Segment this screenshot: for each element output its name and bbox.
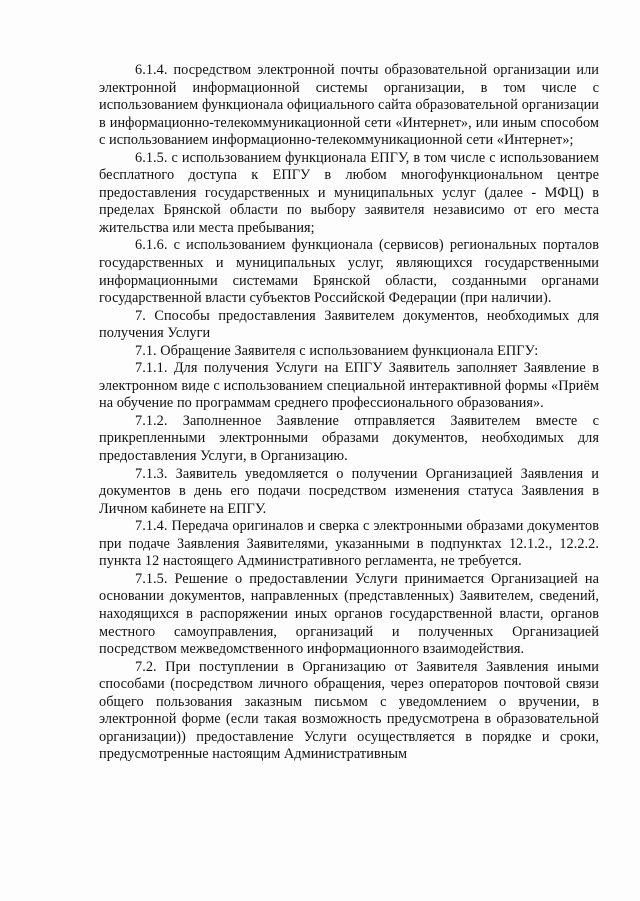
paragraph-6-1-4: 6.1.4. посредством электронной почты образовательной организации или электронной информационной системы организации, в том числе с использованием функционала официального сайта образовательной организации в информационно-телекоммуникационной сети «Интернет», или иным способом с использованием информационно-телекоммуникационной сети «Интернет»; xyxy=(99,62,599,149)
paragraph-7-1-5: 7.1.5. Решение о предоставлении Услуги принимается Организацией на основании документов, направленных (представленных) Заявителем, сведений, находящихся в распоряжении иных органов государственной власти, органов местного самоуправления, организаций и полученных Организацией посредством межведомственного информационного взаимодействия. xyxy=(99,570,599,658)
section-7-heading: 7. Способы предоставления Заявителем документов, необходимых для получения Услуги xyxy=(99,307,599,342)
paragraph-6-1-5: 6.1.5. с использованием функционала ЕПГУ, в том числе с использованием бесплатного доступа к ЕПГУ в любом многофункциональном центре предоставления государственных и муниципальных услуг (далее - МФЦ) в пределах Брянской области по выбору заявителя независимо от его места жительства или места пребывания; xyxy=(99,149,599,236)
paragraph-7-2: 7.2. При поступлении в Организацию от Заявителя Заявления иными способами (посредством личного обращения, через операторов почтовой связи общего пользования заказным письмом с уведомлением о вручении, в электронной форме (если такая возможность предусмотрена в образовательной организации)) предоставление Услуги осуществляется в порядке и сроки, предусмотренные настоящим Административным xyxy=(99,658,599,763)
paragraph-7-1: 7.1. Обращение Заявителя с использованием функционала ЕПГУ: xyxy=(135,342,539,359)
paragraph-7-1-4: 7.1.4. Передача оригиналов и сверка с электронными образами документов при подаче Заявления Заявителями, указанными в подпунктах 12.1.2., 12.2.2. пункта 12 настоящего Административного регламента, не требуется. xyxy=(99,518,599,570)
paragraph-7-1-1: 7.1.1. Для получения Услуги на ЕПГУ Заявитель заполняет Заявление в электронном виде с использованием специальной интерактивной формы «Приём на обучение по программам среднего профессионального образования». xyxy=(99,360,599,412)
paragraph-7-1-2: 7.1.2. Заполненное Заявление отправляется Заявителем вместе с прикрепленными электронными образами документов, необходимых для предоставления Услуги, в Организацию. xyxy=(99,412,599,465)
paragraph-6-1-6: 6.1.6. с использованием функционала (сервисов) региональных порталов государственных и муниципальных услуг, являющихся государственными информационными системами Брянской области, созданными органами государственной власти субъектов Российской Федерации (при наличии). xyxy=(99,237,599,307)
paragraph-7-1-3: 7.1.3. Заявитель уведомляется о получении Организацией Заявления и документов в день его подачи посредством изменения статуса Заявления в Личном кабинете на ЕПГУ. xyxy=(99,465,599,517)
document-body xyxy=(99,62,599,764)
